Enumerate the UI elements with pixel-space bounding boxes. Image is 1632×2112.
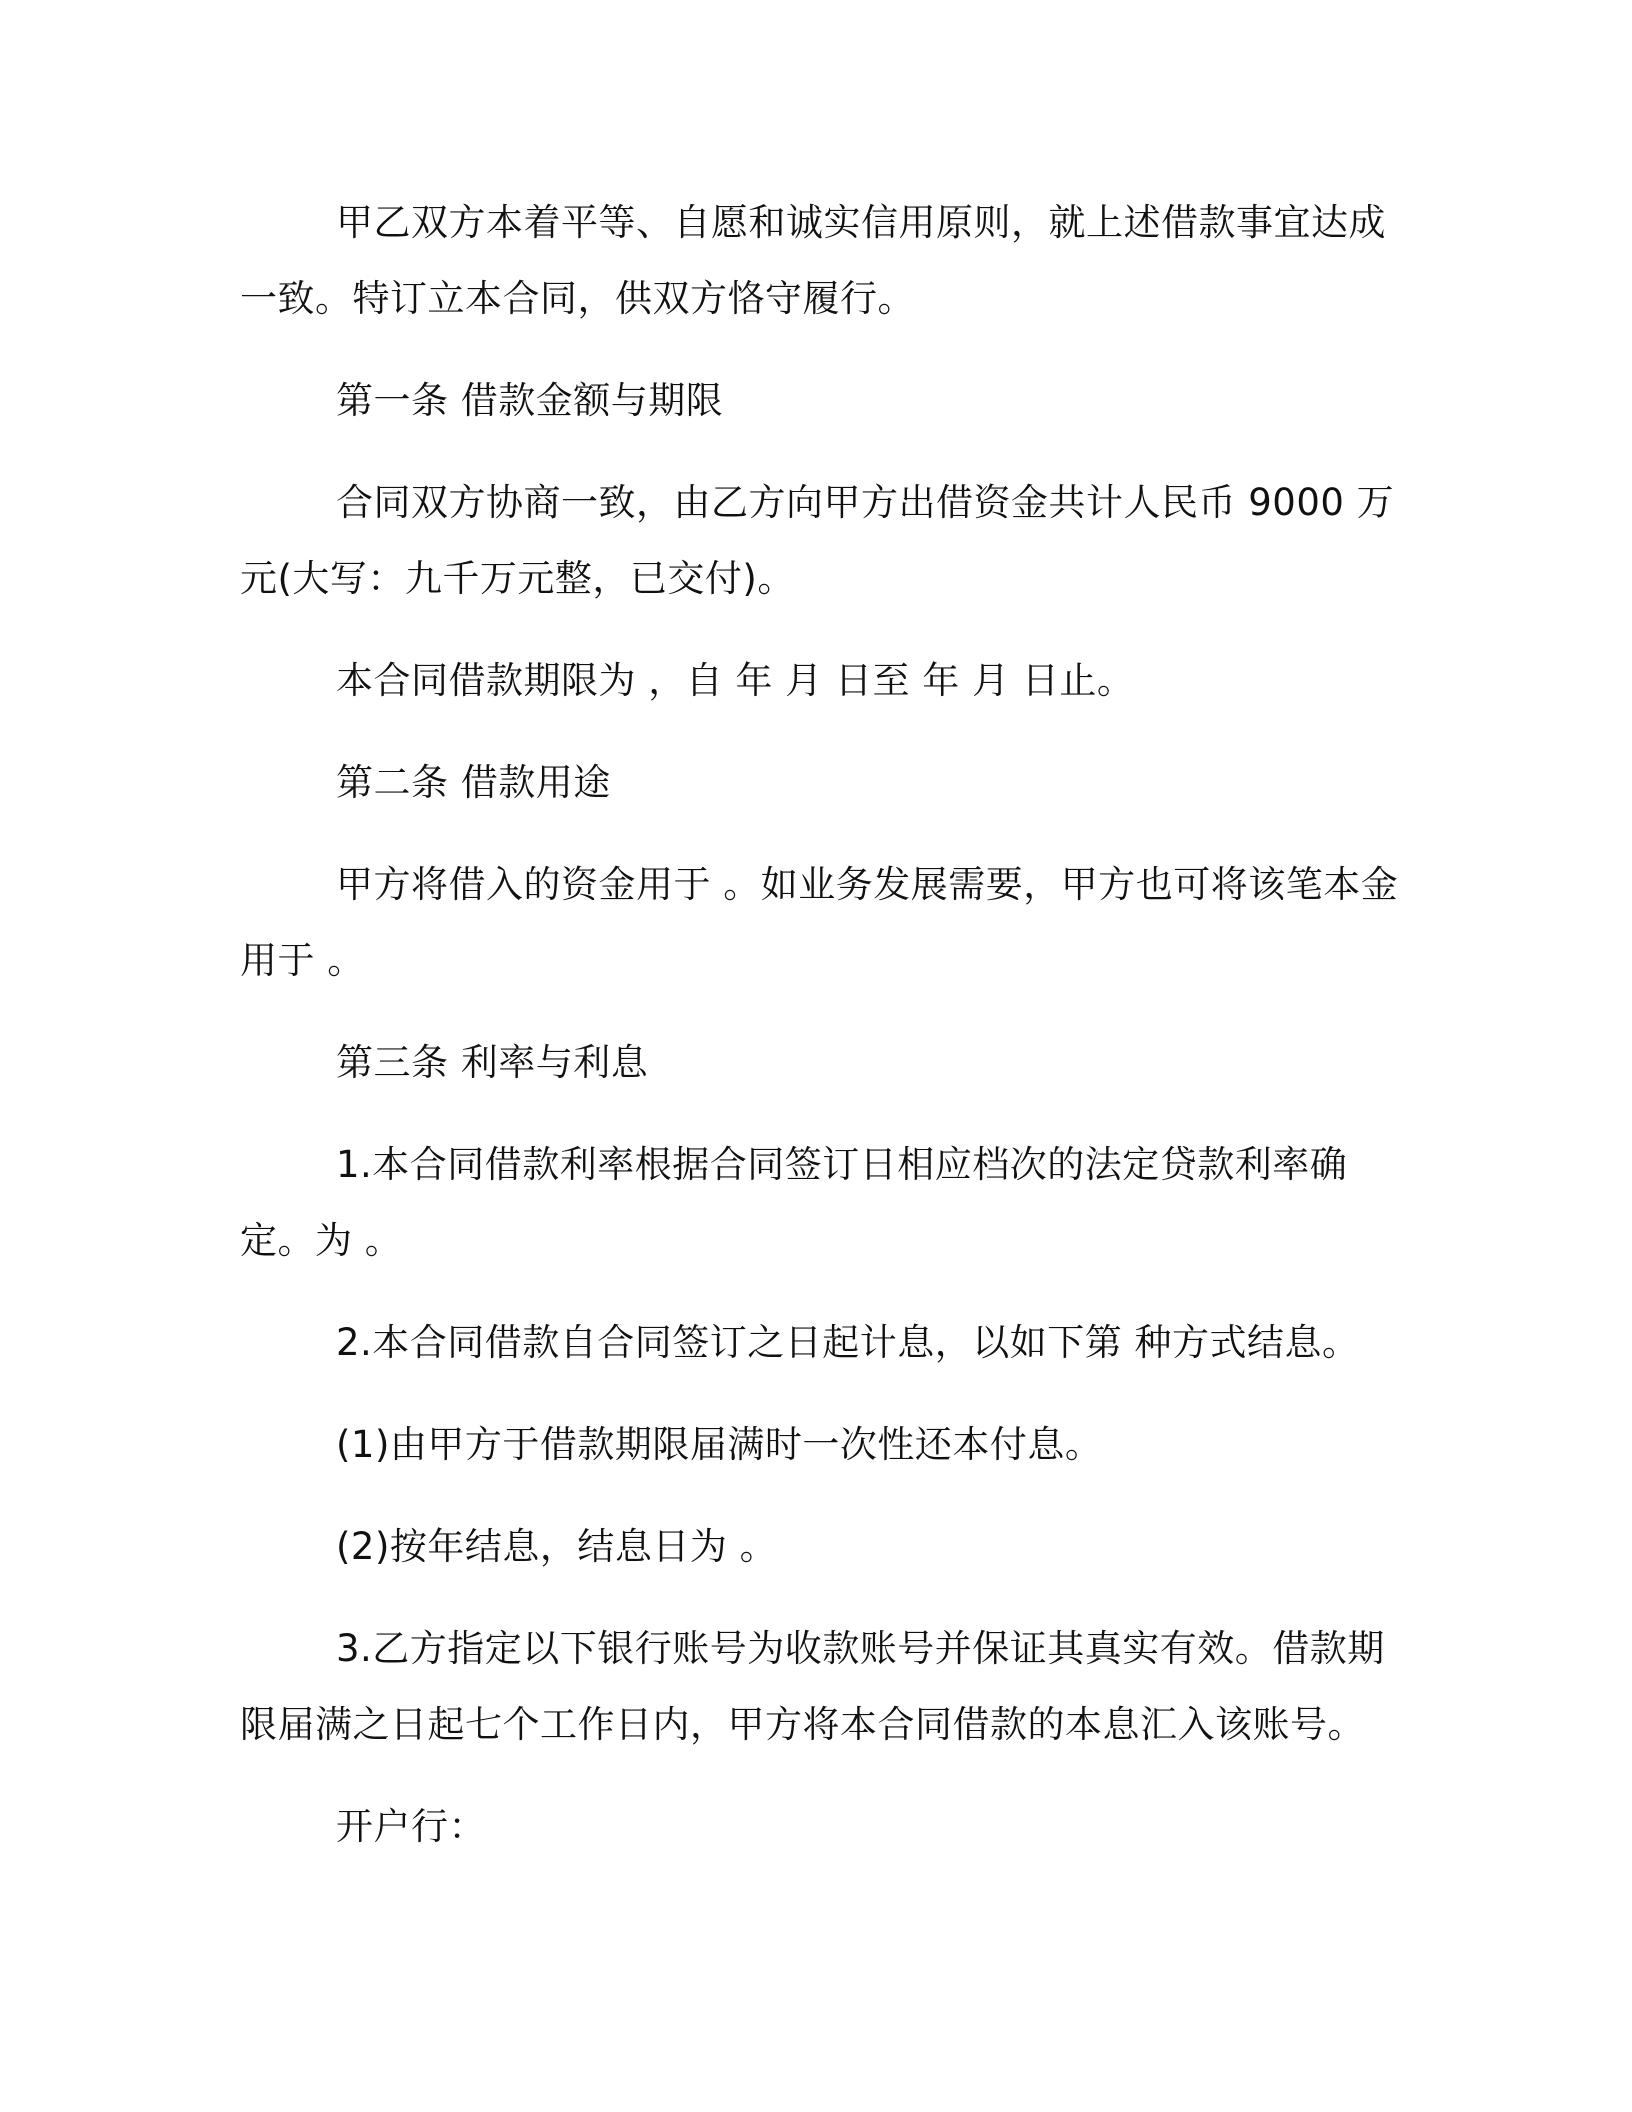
bank-account-paragraph: 3.乙方指定以下银行账号为收款账号并保证其真实有效。借款期限届满之日起七个工作日内，甲方将本合同借款的本息汇入该账号。: [240, 1627, 1385, 1746]
article-1-heading: 第一条 借款金额与期限: [336, 379, 724, 422]
interest-rate-paragraph: 1.本合同借款利率根据合同签订日相应档次的法定贷款利率确定。为 。: [240, 1143, 1348, 1262]
loan-purpose-paragraph: 甲方将借入的资金用于 。如业务发展需要，甲方也可将该笔本金用于 。: [240, 863, 1399, 982]
article-2-heading: 第二条 借款用途: [336, 761, 611, 804]
settlement-option-2: (2)按年结息，结息日为 。: [336, 1525, 778, 1568]
document-body: [240, 185, 1400, 1891]
loan-term-paragraph: 本合同借款期限为 ，自 年 月 日至 年 月 日止。: [336, 659, 1135, 702]
loan-amount-paragraph: 合同双方协商一致，由乙方向甲方出借资金共计人民币 9000 万元(大写：九千万元整，已交付)。: [240, 481, 1395, 600]
preamble-paragraph: 甲乙双方本着平等、自愿和诚实信用原则，就上述借款事宜达成一致。特订立本合同，供双方恪守履行。: [240, 201, 1386, 320]
article-3-heading: 第三条 利率与利息: [336, 1041, 649, 1084]
interest-calculation-paragraph: 2.本合同借款自合同签订之日起计息，以如下第 种方式结息。: [336, 1321, 1360, 1364]
settlement-option-1: (1)由甲方于借款期限届满时一次性还本付息。: [336, 1423, 1103, 1466]
bank-name-label: 开户行：: [336, 1805, 486, 1848]
